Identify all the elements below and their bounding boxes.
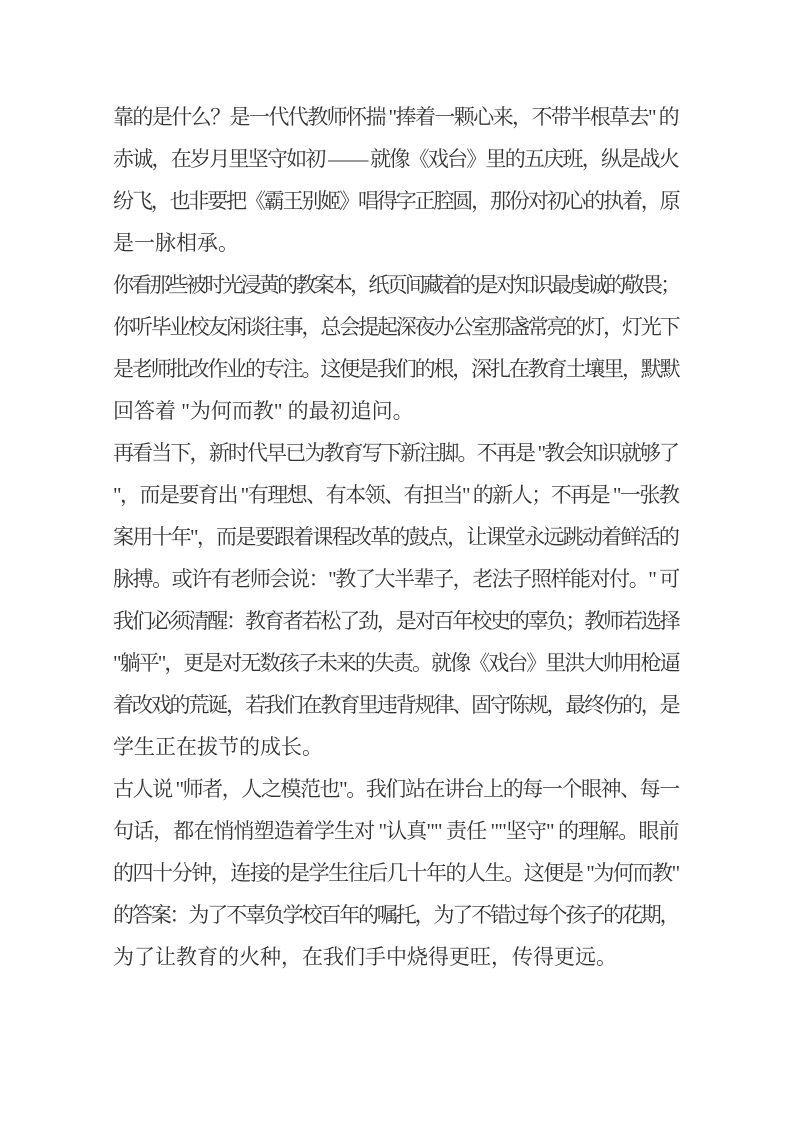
- paragraph: [113, 432, 680, 768]
- text-line: 你听毕业校友闲谈往事，总会提起深夜办公室那盏常亮的灯，灯光下: [113, 315, 679, 339]
- paragraph: [113, 264, 680, 432]
- text-line: 脉搏。或许有老师会说："教了大半辈子，老法子照样能对付。" 可: [113, 567, 679, 591]
- text-line: "，而是要育出 "有理想、有本领、有担当" 的新人；不再是 "一张教: [113, 483, 679, 507]
- text-line: 学生正在拔节的成长。: [113, 735, 323, 759]
- text-line: 你看那些被时光浸黄的教案本，纸页间藏着的是对知识最虔诚的敬畏；: [113, 273, 679, 297]
- paragraph: [113, 96, 680, 264]
- text-line: 我们必须清醒：教育者若松了劲，是对百年校史的辜负；教师若选择: [113, 609, 679, 633]
- text-line: 着改戏的荒诞，若我们在教育里违背规律、固守陈规，最终伤的，是: [113, 693, 679, 717]
- text-line: 纷飞，也非要把《霸王别姬》唱得字正腔圆，那份对初心的执着，原: [113, 189, 679, 213]
- text-line: 案用十年"，而是要跟着课程改革的鼓点，让课堂永远跳动着鲜活的: [113, 525, 679, 549]
- text-line: 回答着 "为何而教" 的最初追问。: [113, 399, 414, 423]
- text-line: 是老师批改作业的专注。这便是我们的根，深扎在教育土壤里，默默: [113, 357, 679, 381]
- text-line: 为了让教育的火种，在我们手中烧得更旺，传得更远。: [113, 945, 617, 969]
- document-body: [113, 96, 680, 978]
- text-line: 句话，都在悄悄塑造着学生对 "认真"" 责任 ""坚守" 的理解。眼前: [113, 819, 679, 843]
- text-line: 赤诚，在岁月里坚守如初 —— 就像《戏台》里的五庆班，纵是战火: [113, 147, 678, 171]
- text-line: 再看当下，新时代早已为教育写下新注脚。不再是 "教会知识就够了: [113, 441, 679, 465]
- text-line: 靠的是什么？是一代代教师怀揣 "捧着一颗心来，不带半根草去" 的: [113, 105, 679, 129]
- text-line: 古人说 "师者，人之模范也"。我们站在讲台上的每一个眼神、每一: [113, 777, 679, 801]
- paragraph: [113, 768, 680, 978]
- text-line: 是一脉相承。: [113, 231, 239, 255]
- text-line: 的答案：为了不辜负学校百年的嘱托，为了不错过每个孩子的花期，: [113, 903, 679, 927]
- text-line: 的四十分钟，连接的是学生往后几十年的人生。这便是 "为何而教": [113, 861, 679, 885]
- text-line: "躺平"，更是对无数孩子未来的失责。就像《戏台》里洪大帅用枪逼: [113, 651, 679, 675]
